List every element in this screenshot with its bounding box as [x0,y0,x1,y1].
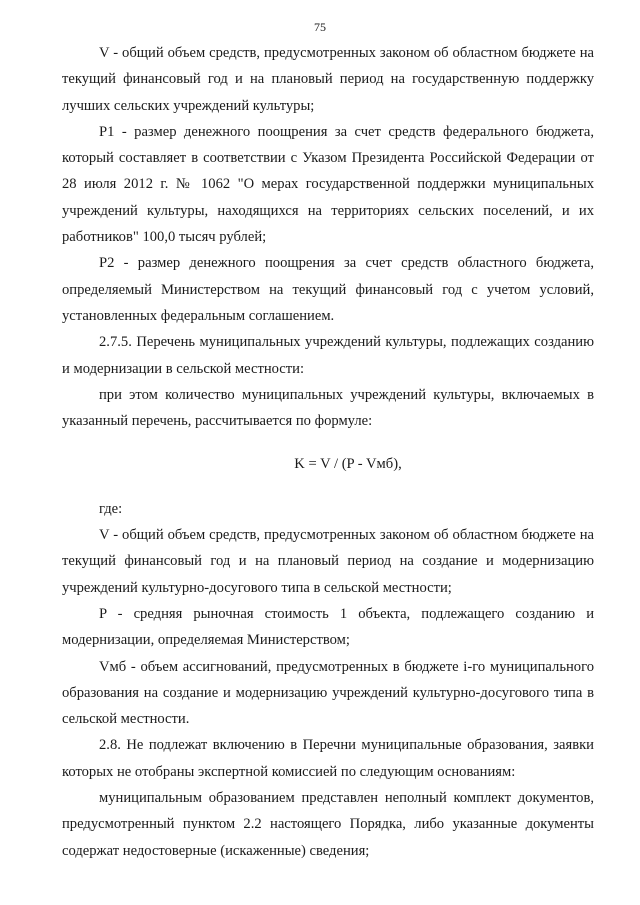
paragraph-v-definition-2: V - общий объем средств, предусмотренных законом об областном бюджете на текущий финансовый год и на плановый период на создание и модернизацию учреждений культурно-досугового типа в сельской местности; [62,527,594,596]
paragraph-2-7-5: 2.7.5. Перечень муниципальных учреждений культуры, подлежащих созданию и модернизации в сельской местности: [62,334,594,377]
paragraph-formula-intro: при этом количество муниципальных учреждений культуры, включаемых в указанный перечень, рассчитывается по формуле: [62,386,594,430]
paragraph-v-definition: V - общий объем средств, предусмотренных законом об областном бюджете на текущий финансовый год и на плановый период на государственную поддержку лучших сельских учреждений культуры; [62,45,594,114]
paragraph-p-definition: P - средняя рыночная стоимость 1 объекта, подлежащего созданию и модернизации, определяемая Министерством; [62,605,594,649]
formula: K = V / (P - Vмб), [294,456,402,473]
paragraph-incomplete-docs: муниципальным образованием представлен неполный комплект документов, предусмотренный пунктом 2.2 настоящего Порядка, либо указанные документы содержат недостоверные (искаженные) сведения; [62,790,594,859]
paragraph-2-8: 2.8. Не подлежат включению в Перечни муниципальные образования, заявки которых не отобраны экспертной комиссией по следующим основаниям: [62,737,594,780]
paragraph-vmb-definition: Vмб - объем ассигнований, предусмотренных в бюджете i-го муниципального образования на создание и модернизацию учреждений культурно-досугового типа в сельской местности. [62,658,594,728]
document-body [62,40,594,864]
page-number: 75 [314,20,326,34]
paragraph-p2-definition: P2 - размер денежного поощрения за счет средств областного бюджета, определяемый Министерством на текущий финансовый год с учетом условий, установленных федеральным соглашением. [62,255,594,324]
paragraph-p1-definition: P1 - размер денежного поощрения за счет средств федерального бюджета, который составляет в соответствии с Указом Президента Российской Федерации от 28 июля 2012 г. № 1062 "О мерах государственной поддержки муниципальных учреждений культуры, находящихся на территориях сельских поселений, и их работников" 100,0 тысяч рублей; [62,123,594,246]
paragraph-where: где: [99,500,123,517]
